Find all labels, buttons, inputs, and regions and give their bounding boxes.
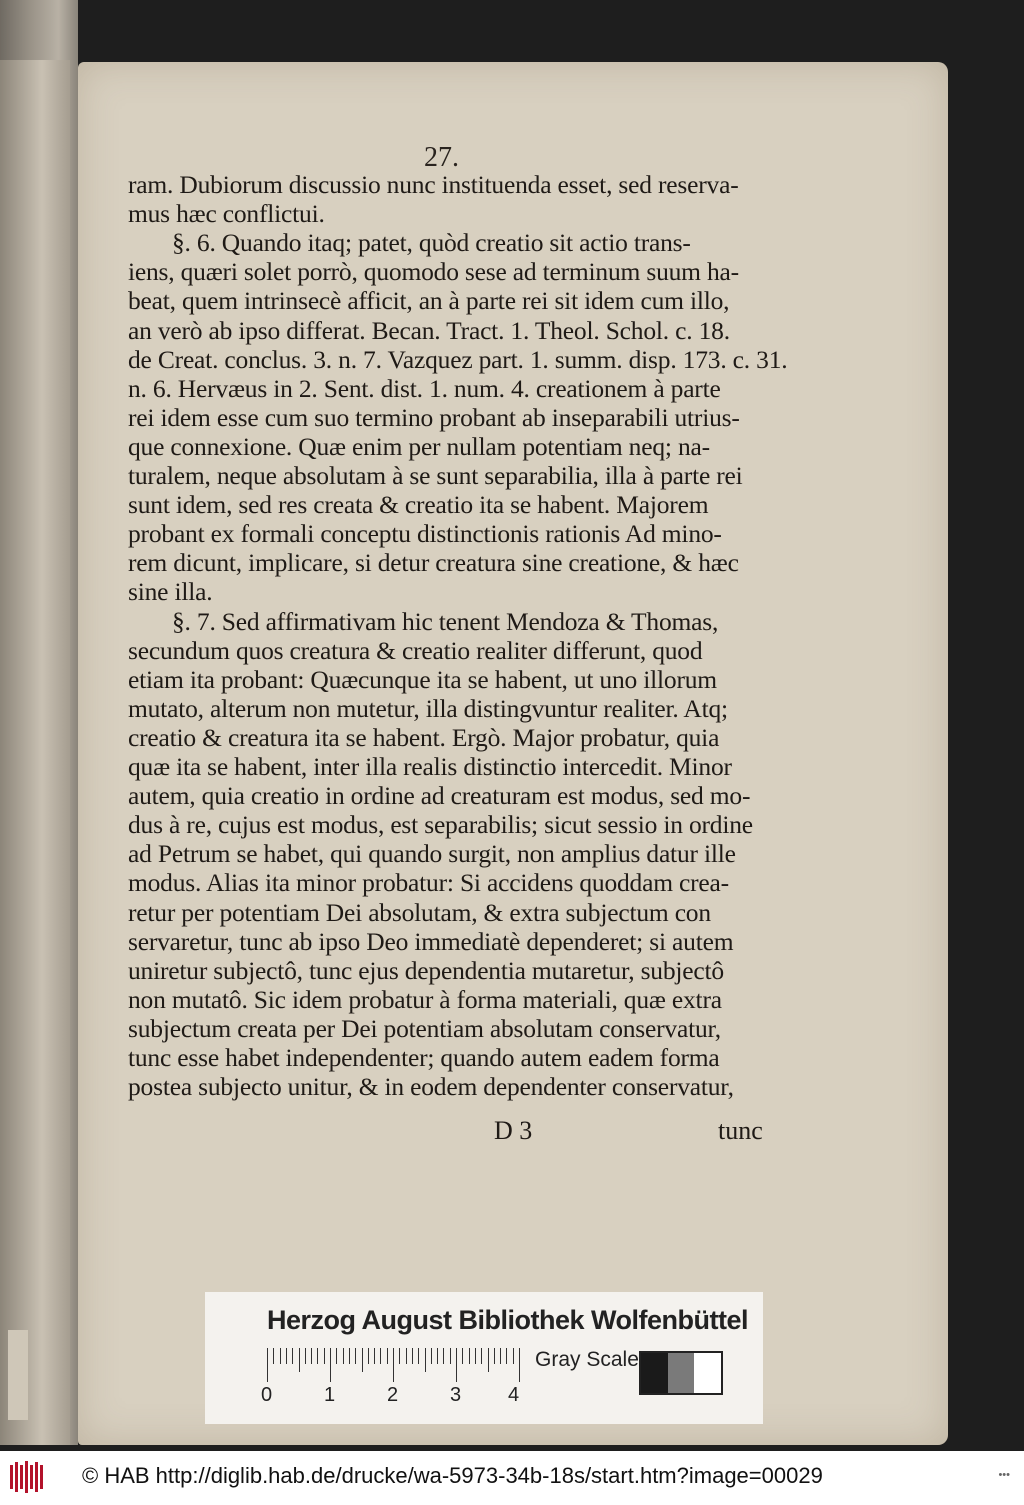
ruler-tick bbox=[519, 1348, 520, 1382]
text-line: secundum quos creatura & creatio realiter differunt, quod bbox=[128, 635, 703, 665]
ruler-tick bbox=[488, 1348, 489, 1372]
page-number: 27. bbox=[424, 142, 459, 173]
ruler-tick bbox=[406, 1348, 407, 1364]
scale-number: 4 bbox=[508, 1384, 520, 1406]
more-icon[interactable]: ••• bbox=[998, 1469, 1010, 1481]
text-line: mutato, alterum non mutetur, illa distingvuntur realiter. Atq; bbox=[128, 693, 728, 723]
ruler-tick bbox=[330, 1348, 331, 1382]
ruler-tick bbox=[500, 1348, 501, 1364]
text-line: rem dicunt, implicare, si detur creatura sine creatione, & hæc bbox=[128, 548, 739, 578]
color-calibration-card bbox=[205, 1292, 763, 1424]
ruler-tick bbox=[469, 1348, 470, 1364]
ruler-tick bbox=[437, 1348, 438, 1364]
ruler-tick bbox=[324, 1348, 325, 1364]
facing-page-margin bbox=[0, 60, 70, 1445]
swatch-black bbox=[641, 1353, 668, 1393]
signature-mark: D 3 bbox=[494, 1116, 533, 1145]
text-line: quæ ita se habent, inter illa realis distinctio intercedit. Minor bbox=[128, 752, 732, 781]
ruler-tick bbox=[349, 1348, 350, 1364]
ruler-tick bbox=[399, 1348, 400, 1364]
ruler-tick bbox=[481, 1348, 482, 1364]
library-name: Herzog August Bibliothek Wolfenbüttel bbox=[267, 1305, 748, 1335]
ruler-tick bbox=[336, 1348, 337, 1364]
text-line: sunt idem, sed res creata & creatio ita se habent. Majorem bbox=[128, 490, 709, 520]
ruler-tick bbox=[299, 1348, 300, 1372]
scale-ruler bbox=[267, 1348, 521, 1382]
ruler-tick bbox=[513, 1348, 514, 1364]
hab-logo-icon[interactable] bbox=[8, 1459, 48, 1495]
text-line: retur per potentiam Dei absolutam, & extra subjectum con bbox=[128, 897, 711, 927]
gray-scale-label: Gray Scale bbox=[535, 1348, 639, 1371]
catchword: tunc bbox=[718, 1116, 763, 1145]
ruler-tick bbox=[393, 1348, 394, 1382]
text-line: que connexione. Quæ enim per nullam potentiam neq; na- bbox=[128, 431, 710, 461]
text-line: sine illa. bbox=[128, 577, 213, 607]
text-line: autem, quia creatio in ordine ad creaturam est modus, sed mo- bbox=[128, 781, 751, 811]
text-line: uniretur subjectô, tunc ejus dependentia mutaretur, subjectô bbox=[128, 955, 724, 985]
ruler-tick bbox=[286, 1348, 287, 1364]
facing-page-edge bbox=[0, 0, 78, 1445]
text-line: modus. Alias ita minor probatur: Si accidens quoddam crea- bbox=[128, 868, 729, 898]
text-line: iens, quæri solet porrò, quomodo sese ad terminum suum ha- bbox=[128, 257, 739, 287]
copyright-url[interactable]: © HAB http://diglib.hab.de/drucke/wa-5973-34b-18s/start.htm?image=00029 bbox=[82, 1463, 823, 1488]
ruler-tick bbox=[506, 1348, 507, 1364]
swatch-gray bbox=[668, 1353, 695, 1393]
ruler-tick bbox=[456, 1348, 457, 1382]
text-line: turalem, neque absolutam à se sunt separabilia, illa à parte rei bbox=[128, 461, 743, 490]
text-line: probant ex formali conceptu distinctionis rationis Ad mino- bbox=[128, 519, 722, 549]
text-line: an verò ab ipso differat. Becan. Tract. 1. Theol. Schol. c. 18. bbox=[128, 315, 730, 345]
ruler-tick bbox=[374, 1348, 375, 1364]
ruler-tick bbox=[387, 1348, 388, 1364]
ruler-tick bbox=[368, 1348, 369, 1364]
ruler-tick bbox=[305, 1348, 306, 1364]
text-line: §. 6. Quando itaq; patet, quòd creatio sit actio trans- bbox=[172, 228, 691, 258]
scale-number: 1 bbox=[324, 1384, 336, 1406]
ruler-tick bbox=[343, 1348, 344, 1364]
text-line: etiam ita probant: Quæcunque ita se habent, ut uno illorum bbox=[128, 664, 717, 694]
text-line: postea subjecto unitur, & in eodem dependenter conservatur, bbox=[128, 1072, 734, 1102]
text-line: §. 7. Sed affirmativam hic tenent Mendoza & Thomas, bbox=[172, 606, 719, 636]
ruler-tick bbox=[494, 1348, 495, 1364]
ruler-tick bbox=[450, 1348, 451, 1364]
ruler-tick bbox=[292, 1348, 293, 1364]
ruler-tick bbox=[380, 1348, 381, 1364]
text-line: tunc esse habet independenter; quando autem eadem forma bbox=[128, 1043, 720, 1072]
ruler-tick bbox=[317, 1348, 318, 1364]
ruler-tick bbox=[273, 1348, 274, 1364]
text-line: ram. Dubiorum discussio nunc instituenda esset, sed reserva- bbox=[128, 170, 739, 199]
text-line: non mutatô. Sic idem probatur à forma materiali, quæ extra bbox=[128, 984, 722, 1014]
ruler-tick bbox=[443, 1348, 444, 1364]
text-line: beat, quem intrinsecè afficit, an à parte rei sit idem cum illo, bbox=[128, 286, 730, 316]
ruler-tick bbox=[425, 1348, 426, 1372]
scale-number: 0 bbox=[261, 1384, 273, 1406]
text-line: subjectum creata per Dei potentiam absolutam conservatur, bbox=[128, 1013, 721, 1043]
scale-number: 3 bbox=[450, 1384, 462, 1406]
ruler-tick bbox=[412, 1348, 413, 1364]
ruler-tick bbox=[267, 1348, 268, 1382]
scale-number: 2 bbox=[387, 1384, 399, 1406]
ruler-tick bbox=[475, 1348, 476, 1364]
ruler-tick bbox=[431, 1348, 432, 1364]
text-line: ad Petrum se habet, qui quando surgit, non amplius datur ille bbox=[128, 839, 736, 869]
text-line: dus à re, cujus est modus, est separabilis; sicut sessio in ordine bbox=[128, 810, 753, 840]
text-line: de Creat. conclus. 3. n. 7. Vazquez part. 1. summ. disp. 173. c. 31. bbox=[128, 344, 788, 374]
text-line: n. 6. Hervæus in 2. Sent. dist. 1. num. 4. creationem à parte bbox=[128, 373, 721, 403]
ruler-tick bbox=[280, 1348, 281, 1364]
ruler-tick bbox=[418, 1348, 419, 1364]
text-line: rei idem esse cum suo termino probant ab inseparabili utrius- bbox=[128, 402, 740, 432]
spine-label bbox=[8, 1330, 28, 1420]
gray-swatches bbox=[639, 1351, 723, 1395]
ruler-tick bbox=[462, 1348, 463, 1364]
text-line: creatio & creatura ita se habent. Ergò. Major probatur, quia bbox=[128, 722, 720, 752]
footer-bar bbox=[0, 1451, 1024, 1505]
text-line: mus hæc conflictui. bbox=[128, 199, 325, 229]
swatch-white bbox=[694, 1353, 721, 1393]
ruler-tick bbox=[362, 1348, 363, 1372]
ruler-tick bbox=[355, 1348, 356, 1364]
text-line: servaretur, tunc ab ipso Deo immediatè dependeret; si autem bbox=[128, 926, 734, 956]
ruler-tick bbox=[311, 1348, 312, 1364]
